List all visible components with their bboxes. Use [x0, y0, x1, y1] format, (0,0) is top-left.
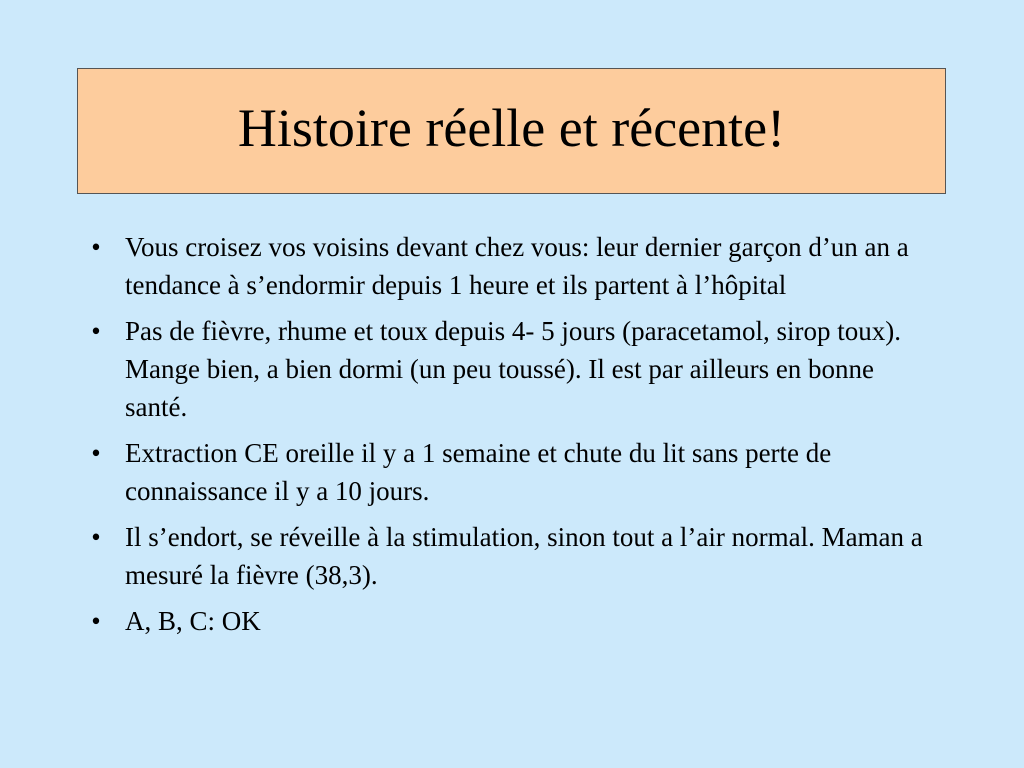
- bullet-text: Il s’endort, se réveille à la stimulation, sinon tout a l’air normal. Maman a mesuré la fièvre (38,3).: [125, 522, 923, 590]
- bullet-item: [86, 434, 926, 510]
- bullet-item: [86, 228, 926, 304]
- bullet-list: [86, 228, 926, 648]
- bullet-item: [86, 602, 926, 640]
- bullet-marker: •: [91, 606, 101, 636]
- slide-title: Histoire réelle et récente!: [237, 98, 786, 158]
- bullet-text: Pas de fièvre, rhume et toux depuis 4- 5 jours (paracetamol, sirop toux). Mange bien, a bien dormi (un peu toussé). Il est par ailleurs en bonne santé.: [125, 316, 902, 422]
- bullet-text: A, B, C: OK: [125, 606, 261, 636]
- bullet-marker: •: [91, 522, 101, 552]
- bullet-marker: •: [91, 316, 101, 346]
- bullet-marker: •: [91, 232, 101, 262]
- bullet-text: Vous croisez vos voisins devant chez vous: leur dernier garçon d’un an a tendance à s’endormir depuis 1 heure et ils partent à l’hôpital: [125, 232, 909, 300]
- title-box: [77, 68, 946, 194]
- bullet-text: Extraction CE oreille il y a 1 semaine et chute du lit sans perte de connaissance il y a 10 jours.: [125, 438, 832, 506]
- bullet-item: [86, 518, 926, 594]
- bullet-marker: •: [91, 438, 101, 468]
- bullet-item: [86, 312, 926, 426]
